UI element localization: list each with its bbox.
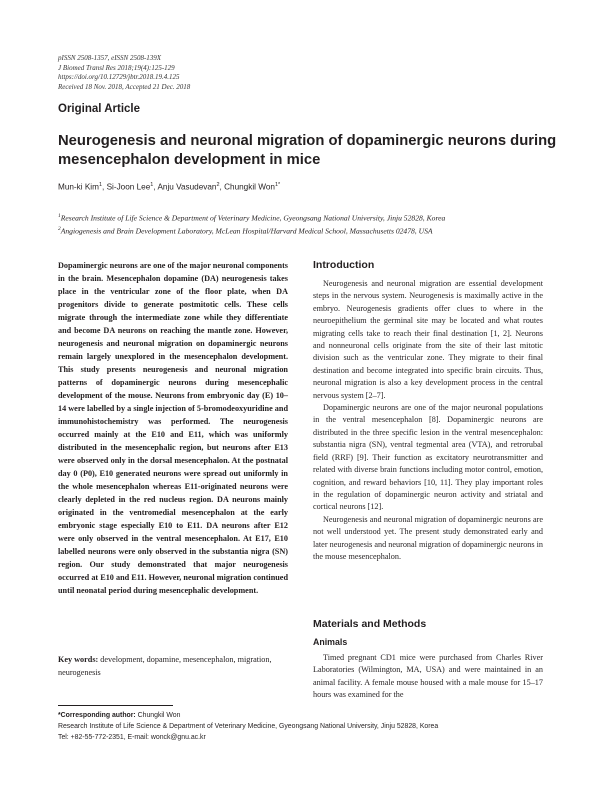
affiliation-mark: 1 [58,213,61,219]
author-affiliation-mark: 1 [98,182,103,188]
paragraph: Neurogenesis and neuronal migration of dopaminergic neurons are not well understood yet. The present study demonstrated early and later neurogenesis and neuronal migration of dopaminergic neurons in the mouse mesencephalon. [313,514,543,561]
author-affiliation-mark: 1 [150,182,154,188]
issn-line: pISSN 2508-1357, eISSN 2508-139X [58,54,162,62]
author-name: Mun-ki Kim [58,182,99,192]
keywords-label: Key words: [58,655,99,664]
introduction-body [313,278,543,563]
footnote-divider [58,705,173,706]
journal-meta [58,54,190,92]
corresponding-author-line [58,710,438,721]
footnote-contact: Tel: +82-55-772-2351, E-mail: wonck@gnu.ac.kr [58,734,206,741]
author-separator: , [102,182,107,192]
journal-citation: J Biomed Transl Res 2018;19(4):125-129 [58,63,175,72]
section-heading-methods: Materials and Methods [313,618,427,630]
received-dates: Received 18 Nov. 2018, Accepted 21 Dec. 2018 [58,82,191,91]
affiliation [58,211,445,224]
affiliations [58,211,445,236]
footnote-address: Research Institute of Life Science & Department of Veterinary Medicine, Gyeongsang National University, Jinju 52828, Korea [58,723,439,730]
author-affiliation-mark: 1* [274,182,281,188]
author-list [58,182,280,192]
paragraph: Neurogenesis and neuronal migration are essential development steps in the nervous system. Neurogenesis is maximally active in the embryo. Neurogenesis gradients offer clues to where in the neuroepithelium the germinal site may be located and what routes migrating cells take to reach their final destination [1, 2]. Neurons and nonneuronal cells originate from the site of their last mitotic division such as the ventricular zone. They migrate to their final destination and become integrated into specific brain circuits. Thus, neuronal migration is also a key development process in the central nervous system [2–7]. [313,279,543,400]
affiliation-text: Research Institute of Life Science & Department of Veterinary Medicine, Gyeongsang National University, Jinju 52828, Korea [60,213,446,223]
author-separator: , [219,182,225,192]
keywords-text: development, dopamine, mesencephalon, migration, neurogenesis [58,655,272,677]
abstract: Dopaminergic neurons are one of the major neuronal components in the brain. Mesencephalon dopamine (DA) neurogenesis takes place in the ventricular zone of the floor plate, when DA progenitors divide to generate postmitotic cells. These cells migrate through the intermediate zone while they differentiate and become DA neurons on reaching the mantle zone. However, neurogenesis and neuronal migration on dopaminergic neurons remain largely unexplored in the mesencephalon development. This study presents neurogenesis and neuronal migration patterns of dopaminergic neurons during mesencephalic development of the mouse. Neurons from embryonic day (E) 10–14 were labelled by a single injection of 5-bromodeoxyuridine and immunohistochemistry was performed. The neurogenesis occurred mainly at the E10 and E11, which was uniformly distributed in the mesencephalic region, but neurons after E13 were observed only in the dorsal mesencephalon. At the postnatal day 0 (P0), E10 generated neurons were spread out uniformly in the whole mesencephalon whereas E11-originated neurons were clearly depleted in the red nucleus region. DA neurons mainly originated in the ventromedial mesencephalon at the early embryonic stage especially E10 to E11. DA neurons after E12 were only observed in the ventral mesencephalon. At E17, E10 labelled neurons were only observed in the substantia nigra (SN) region. Our study demonstrated that major neurogenesis occurred at E10 and E11. However, neuronal migration continued until neonatal period during mesencephalic development. [58,261,288,595]
footnote-label: *Corresponding author: [58,712,136,719]
author-separator: , [153,182,158,192]
paragraph: Timed pregnant CD1 mice were purchased from Charles River Laboratories (Wilmington, MA, USA) and were maintained in an animal facility. A female mouse housed with a male mouse for 15–17 hours was examined for the [313,653,543,700]
affiliation [58,224,445,237]
affiliation-mark: 2 [58,225,61,232]
corresponding-author-name: Chungkil Won [137,712,181,719]
article-type: Original Article [58,103,141,115]
affiliation-text: Angiogenesis and Brain Development Laboratory, McLean Hospital/Harvard Medical School, Massachusetts 02478, USA [60,226,433,236]
corresponding-author-footnote [58,710,438,743]
author-name: Si-Joon Lee [106,182,151,192]
subsection-heading-animals: Animals [313,637,348,647]
author-name: Chungkil Won [224,182,275,192]
doi-link[interactable]: https://doi.org/10.12729/jbtr.2018.19.4.125 [58,73,180,82]
paragraph: Dopaminergic neurons are one of the major neuronal populations in the ventral mesencephalon [8]. Dopaminergic neurons are distributed in the three specific lesion in the ventral mesencephalon: substantia nigra (SN), ventral tegmental area (VTA), and retrorubal field (RRF) [9]. Their function as excitatory neurotransmitter and related with diverse brain functions including motor control, emotion, cognition, and reward behaviors [10, 11]. They play important roles in the regulation of dopaminergic neuron activity and striatal and cortical neurons [12]. [313,403,543,512]
section-heading-introduction: Introduction [313,259,375,271]
author-affiliation-mark: 2 [216,182,220,188]
author-name: Anju Vasudevan [157,182,217,192]
paper-title: Neurogenesis and neuronal migration of dopaminergic neurons during mesencephalon development in mice [58,133,557,168]
keywords [58,653,288,679]
